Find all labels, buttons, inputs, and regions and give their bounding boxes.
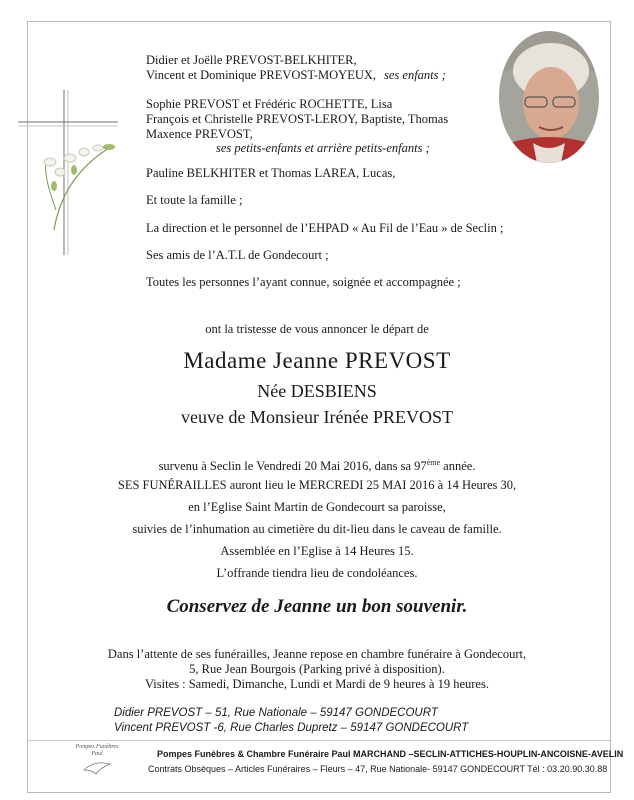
relation-note: ses petits-enfants et arrière petits-enfants ; [216,141,430,155]
burial-details: suivies de l’inhumation au cimetière du dit-lieu dans le caveau de famille. [132,522,502,536]
family-line: La direction et le personnel de l’EHPAD « Au Fil de l’Eau » de Seclin ; [146,221,504,235]
family-line: François et Christelle PREVOST-LEROY, Baptiste, Thomas [146,112,449,126]
family-line: Toutes les personnes l’ayant connue, soignée et accompagnée ; [146,275,461,289]
offering-details: L’offrande tiendra lieu de condoléances. [216,566,418,580]
deceased-name: Madame Jeanne PREVOST [183,348,451,373]
portrait-photo [499,31,599,163]
funeral-details: SES FUNÉRAILLES auront lieu le MERCREDI 25 MAI 2016 à 14 Heures 30, [117,478,517,492]
family-line: Maxence PREVOST, [146,127,253,141]
family-line: Sophie PREVOST et Frédéric ROCHETTE, Lisa [146,97,393,111]
visit-line: Visites : Samedi, Dimanche, Lundi et Mardi de 9 heures à 19 heures. [145,677,489,691]
widow-of: veuve de Monsieur Irénée PREVOST [181,407,453,427]
announce-intro: ont la tristesse de vous annoncer le départ de [205,322,429,336]
funeral-home-name: Pompes Funèbres & Chambre Funéraire Paul MARCHAND –SECLIN-ATTICHES-HOUPLIN-ANCOISNE-AVELIN [157,749,624,759]
address-line: Vincent PREVOST -6, Rue Charles Dupretz – 59147 GONDECOURT [114,722,469,734]
relation-note: ses enfants ; [384,68,446,82]
family-line: Et toute la famille ; [146,193,243,207]
souvenir-line: Conservez de Jeanne un bon souvenir. [166,596,468,617]
funeral-home-contact: Contrats Obsèques – Articles Funéraires – Fleurs – 47, Rue Nationale- 59147 GONDECOURT Tél : 03.20.90.30.88 [148,764,608,774]
family-line: Vincent et Dominique PREVOST-MOYEUX, [146,68,377,82]
family-line: Ses amis de l’A.T.L de Gondecourt ; [146,248,329,262]
address-line: Didier PREVOST – 51, Rue Nationale – 59147 GONDECOURT [114,707,438,719]
visit-line: Dans l’attente de ses funérailles, Jeanne repose en chambre funéraire à Gondecourt, [107,647,527,661]
assembly-details: Assemblée en l’Eglise à 14 Heures 15. [220,544,414,558]
church-details: en l’Eglise Saint Martin de Gondecourt sa paroisse, [188,500,446,514]
funeral-home-logo: Pompes Funèbres Paul [72,744,122,782]
dove-icon [82,758,112,776]
footer-divider [28,740,610,741]
family-line: Didier et Joëlle PREVOST-BELKHITER, [146,53,357,67]
death-details: survenu à Seclin le Vendredi 20 Mai 2016, dans sa 97ème année. [158,458,476,474]
visit-line: 5, Rue Jean Bourgois (Parking privé à disposition). [189,662,445,676]
maiden-name: Née DESBIENS [257,381,377,401]
family-line: Pauline BELKHITER et Thomas LAREA, Lucas, [146,166,396,180]
cross-with-lily-icon [14,90,124,260]
